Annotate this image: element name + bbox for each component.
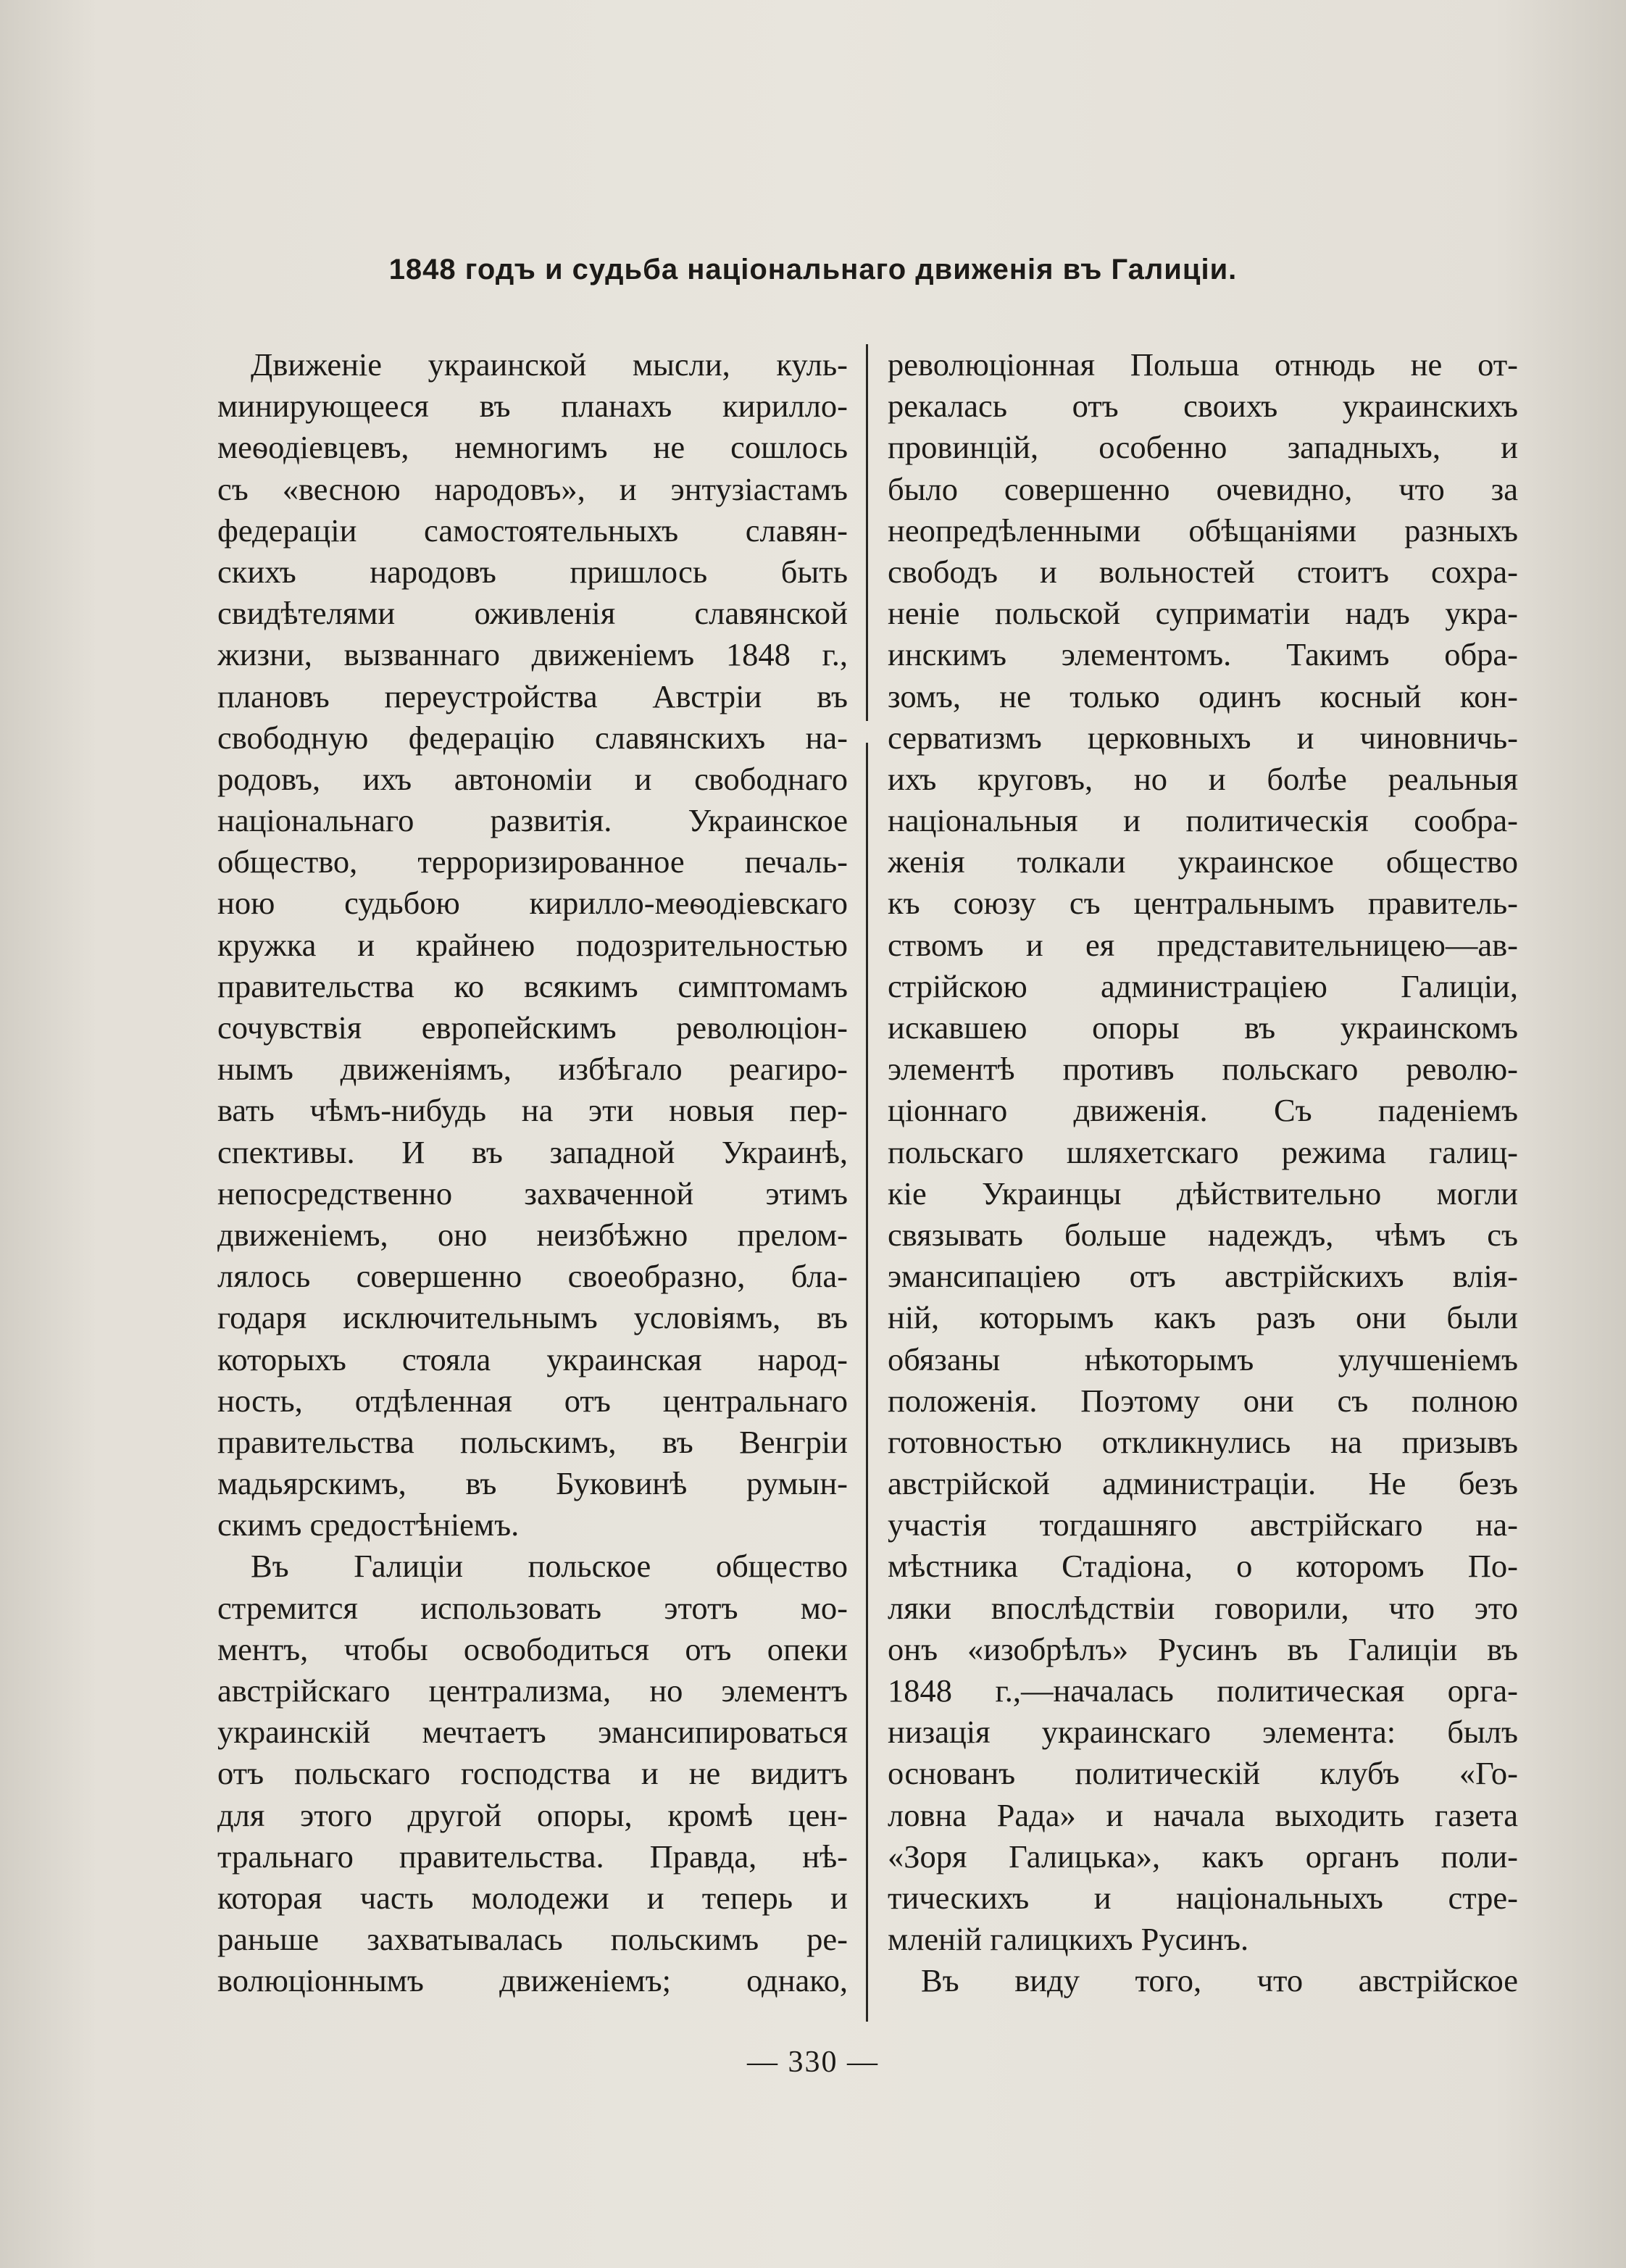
- text-line: готовностью откликнулись на призывъ: [888, 1423, 1518, 1460]
- text-line: ляки впослѣдствіи говорили, что это: [888, 1589, 1518, 1626]
- column-divider: [866, 344, 868, 721]
- text-line: волюціоннымъ движеніемъ; однако,: [217, 1962, 848, 1999]
- text-line: ихъ круговъ, но и болѣе реальныя: [888, 760, 1518, 797]
- text-line: тическихъ и національныхъ стре-: [888, 1879, 1518, 1916]
- text-line: связывать больше надеждъ, чѣмъ съ: [888, 1216, 1518, 1253]
- text-line: австрійской администраціи. Не безъ: [888, 1465, 1518, 1502]
- text-line: австрійскаго централизма, но элементъ: [217, 1672, 848, 1709]
- text-line: основанъ политическій клубъ «Го-: [888, 1755, 1518, 1792]
- text-line: скимъ средостѣніемъ.: [217, 1506, 520, 1543]
- text-line: вать чѣмъ-нибудь на эти новыя пер-: [217, 1092, 848, 1129]
- text-line: стремится использовать этотъ мо-: [217, 1589, 848, 1626]
- text-line: мѣстника Стадіона, о которомъ По-: [888, 1548, 1518, 1585]
- column-divider: [866, 743, 868, 2022]
- text-line: свидѣтелями оживленія славянской: [217, 595, 848, 632]
- text-line: минирующееся въ планахъ кирилло-: [217, 388, 848, 425]
- text-line: эмансипацiею отъ австрійскихъ влія-: [888, 1258, 1518, 1295]
- text-line: національныя и политическія сообра-: [888, 802, 1518, 839]
- text-line: съ «весною народовъ», и энтузіастамъ: [217, 470, 848, 507]
- text-line: обязаны нѣкоторымъ улучшеніемъ: [888, 1341, 1518, 1377]
- text-line: отъ польскаго господства и не видитъ: [217, 1755, 848, 1792]
- text-line: свободную федерацію славянскихъ на-: [217, 719, 848, 756]
- text-line: ною судьбою кирилло-меѳодіевскаго: [217, 885, 848, 922]
- text-line: польскаго шляхетскаго режима галиц-: [888, 1133, 1518, 1170]
- page-number: — 330 —: [747, 2046, 879, 2079]
- text-line: непосредственно захваченной этимъ: [217, 1175, 848, 1212]
- text-line: раньше захватывалась польскимъ ре-: [217, 1921, 848, 1958]
- text-line: кіе Украинцы дѣйствительно могли: [888, 1175, 1518, 1212]
- text-line: ній, которымъ какъ разъ они были: [888, 1299, 1518, 1336]
- text-line: женія толкали украинское общество: [888, 843, 1518, 880]
- text-line: которая часть молодежи и теперь и: [217, 1879, 848, 1916]
- text-line: зомъ, не только одинъ косный кон-: [888, 678, 1518, 714]
- text-line: онъ «изобрѣлъ» Русинъ въ Галиціи въ: [888, 1630, 1518, 1667]
- text-line: плановъ переустройства Австріи въ: [217, 678, 848, 714]
- text-line: «Зоря Галицька», какъ органъ поли-: [888, 1838, 1518, 1875]
- text-line: низація украинскаго элемента: былъ: [888, 1714, 1518, 1751]
- text-line: сочувствія европейскимъ революціон-: [217, 1009, 848, 1046]
- text-line: неопредѣленными обѣщаніями разныхъ: [888, 512, 1518, 549]
- page-title: 1848 годъ и судьба національнаго движенія въ Галиціи.: [388, 254, 1238, 285]
- text-line: нымъ движеніямъ, избѣгало реагиро-: [217, 1051, 848, 1088]
- text-line: 1848 г.,—началась политическая орга-: [888, 1672, 1518, 1709]
- text-line: Въ виду того, что австрійское: [921, 1962, 1518, 1999]
- text-line: ствомъ и ея представительницею—ав-: [888, 926, 1518, 963]
- text-line: которыхъ стояла украинская народ-: [217, 1341, 848, 1377]
- text-line: серватизмъ церковныхъ и чиновничь-: [888, 719, 1518, 756]
- text-line: ловна Рада» и начала выходить газета: [888, 1796, 1518, 1833]
- text-line: ность, отдѣленная отъ центральнаго: [217, 1382, 848, 1419]
- text-line: элементѣ противъ польскаго револю-: [888, 1051, 1518, 1088]
- text-line: Въ Галиціи польское общество: [251, 1548, 848, 1585]
- text-line: кружка и крайнею подозрительностью: [217, 926, 848, 963]
- text-line: провинцій, особенно западныхъ, и: [888, 429, 1518, 466]
- text-line: годаря исключительнымъ условіямъ, въ: [217, 1299, 848, 1336]
- text-line: правительства польскимъ, въ Венгріи: [217, 1423, 848, 1460]
- text-line: мленій галицкихъ Русинъ.: [888, 1921, 1249, 1958]
- text-line: украинскій мечтаетъ эмансипироваться: [217, 1714, 848, 1751]
- text-line: инскимъ элементомъ. Такимъ обра-: [888, 636, 1518, 673]
- text-line: жизни, вызваннаго движеніемъ 1848 г.,: [217, 636, 848, 673]
- text-line: движеніемъ, оно неизбѣжно прелом-: [217, 1216, 848, 1253]
- text-line: родовъ, ихъ автономіи и свободнаго: [217, 760, 848, 797]
- text-line: къ союзу съ центральнымъ правитель-: [888, 885, 1518, 922]
- text-line: стрійскою администраціею Галиціи,: [888, 967, 1518, 1004]
- text-line: Движеніе украинской мысли, куль-: [251, 346, 848, 383]
- text-line: меѳодіевцевъ, немногимъ не сошлось: [217, 429, 848, 466]
- text-line: тральнаго правительства. Правда, нѣ-: [217, 1838, 848, 1875]
- text-line: ціоннаго движенія. Съ паденіемъ: [888, 1092, 1518, 1129]
- text-line: спективы. И въ западной Украинѣ,: [217, 1133, 848, 1170]
- text-line: неніе польской суприматіи надъ укра-: [888, 595, 1518, 632]
- text-line: положенія. Поэтому они съ полною: [888, 1382, 1518, 1419]
- text-line: искавшею опоры въ украинскомъ: [888, 1009, 1518, 1046]
- text-line: мадьярскимъ, въ Буковинѣ румын-: [217, 1465, 848, 1502]
- text-line: ментъ, чтобы освободиться отъ опеки: [217, 1630, 848, 1667]
- text-line: свободъ и вольностей стоитъ сохра-: [888, 553, 1518, 590]
- text-line: лялось совершенно своеобразно, бла-: [217, 1258, 848, 1295]
- text-line: было совершенно очевидно, что за: [888, 470, 1518, 507]
- right-column: [888, 344, 1518, 2002]
- text-line: федераціи самостоятельныхъ славян-: [217, 512, 848, 549]
- text-line: революціонная Польша отнюдь не от-: [888, 346, 1518, 383]
- text-line: для этого другой опоры, кромѣ цен-: [217, 1796, 848, 1833]
- text-line: скихъ народовъ пришлось быть: [217, 553, 848, 590]
- text-line: рекалась отъ своихъ украинскихъ: [888, 388, 1518, 425]
- text-line: правительства ко всякимъ симптомамъ: [217, 967, 848, 1004]
- text-line: національнаго развитія. Украинское: [217, 802, 848, 839]
- left-column: [217, 344, 848, 2002]
- text-line: участія тогдашняго австрійскаго на-: [888, 1506, 1518, 1543]
- text-line: общество, терроризированное печаль-: [217, 843, 848, 880]
